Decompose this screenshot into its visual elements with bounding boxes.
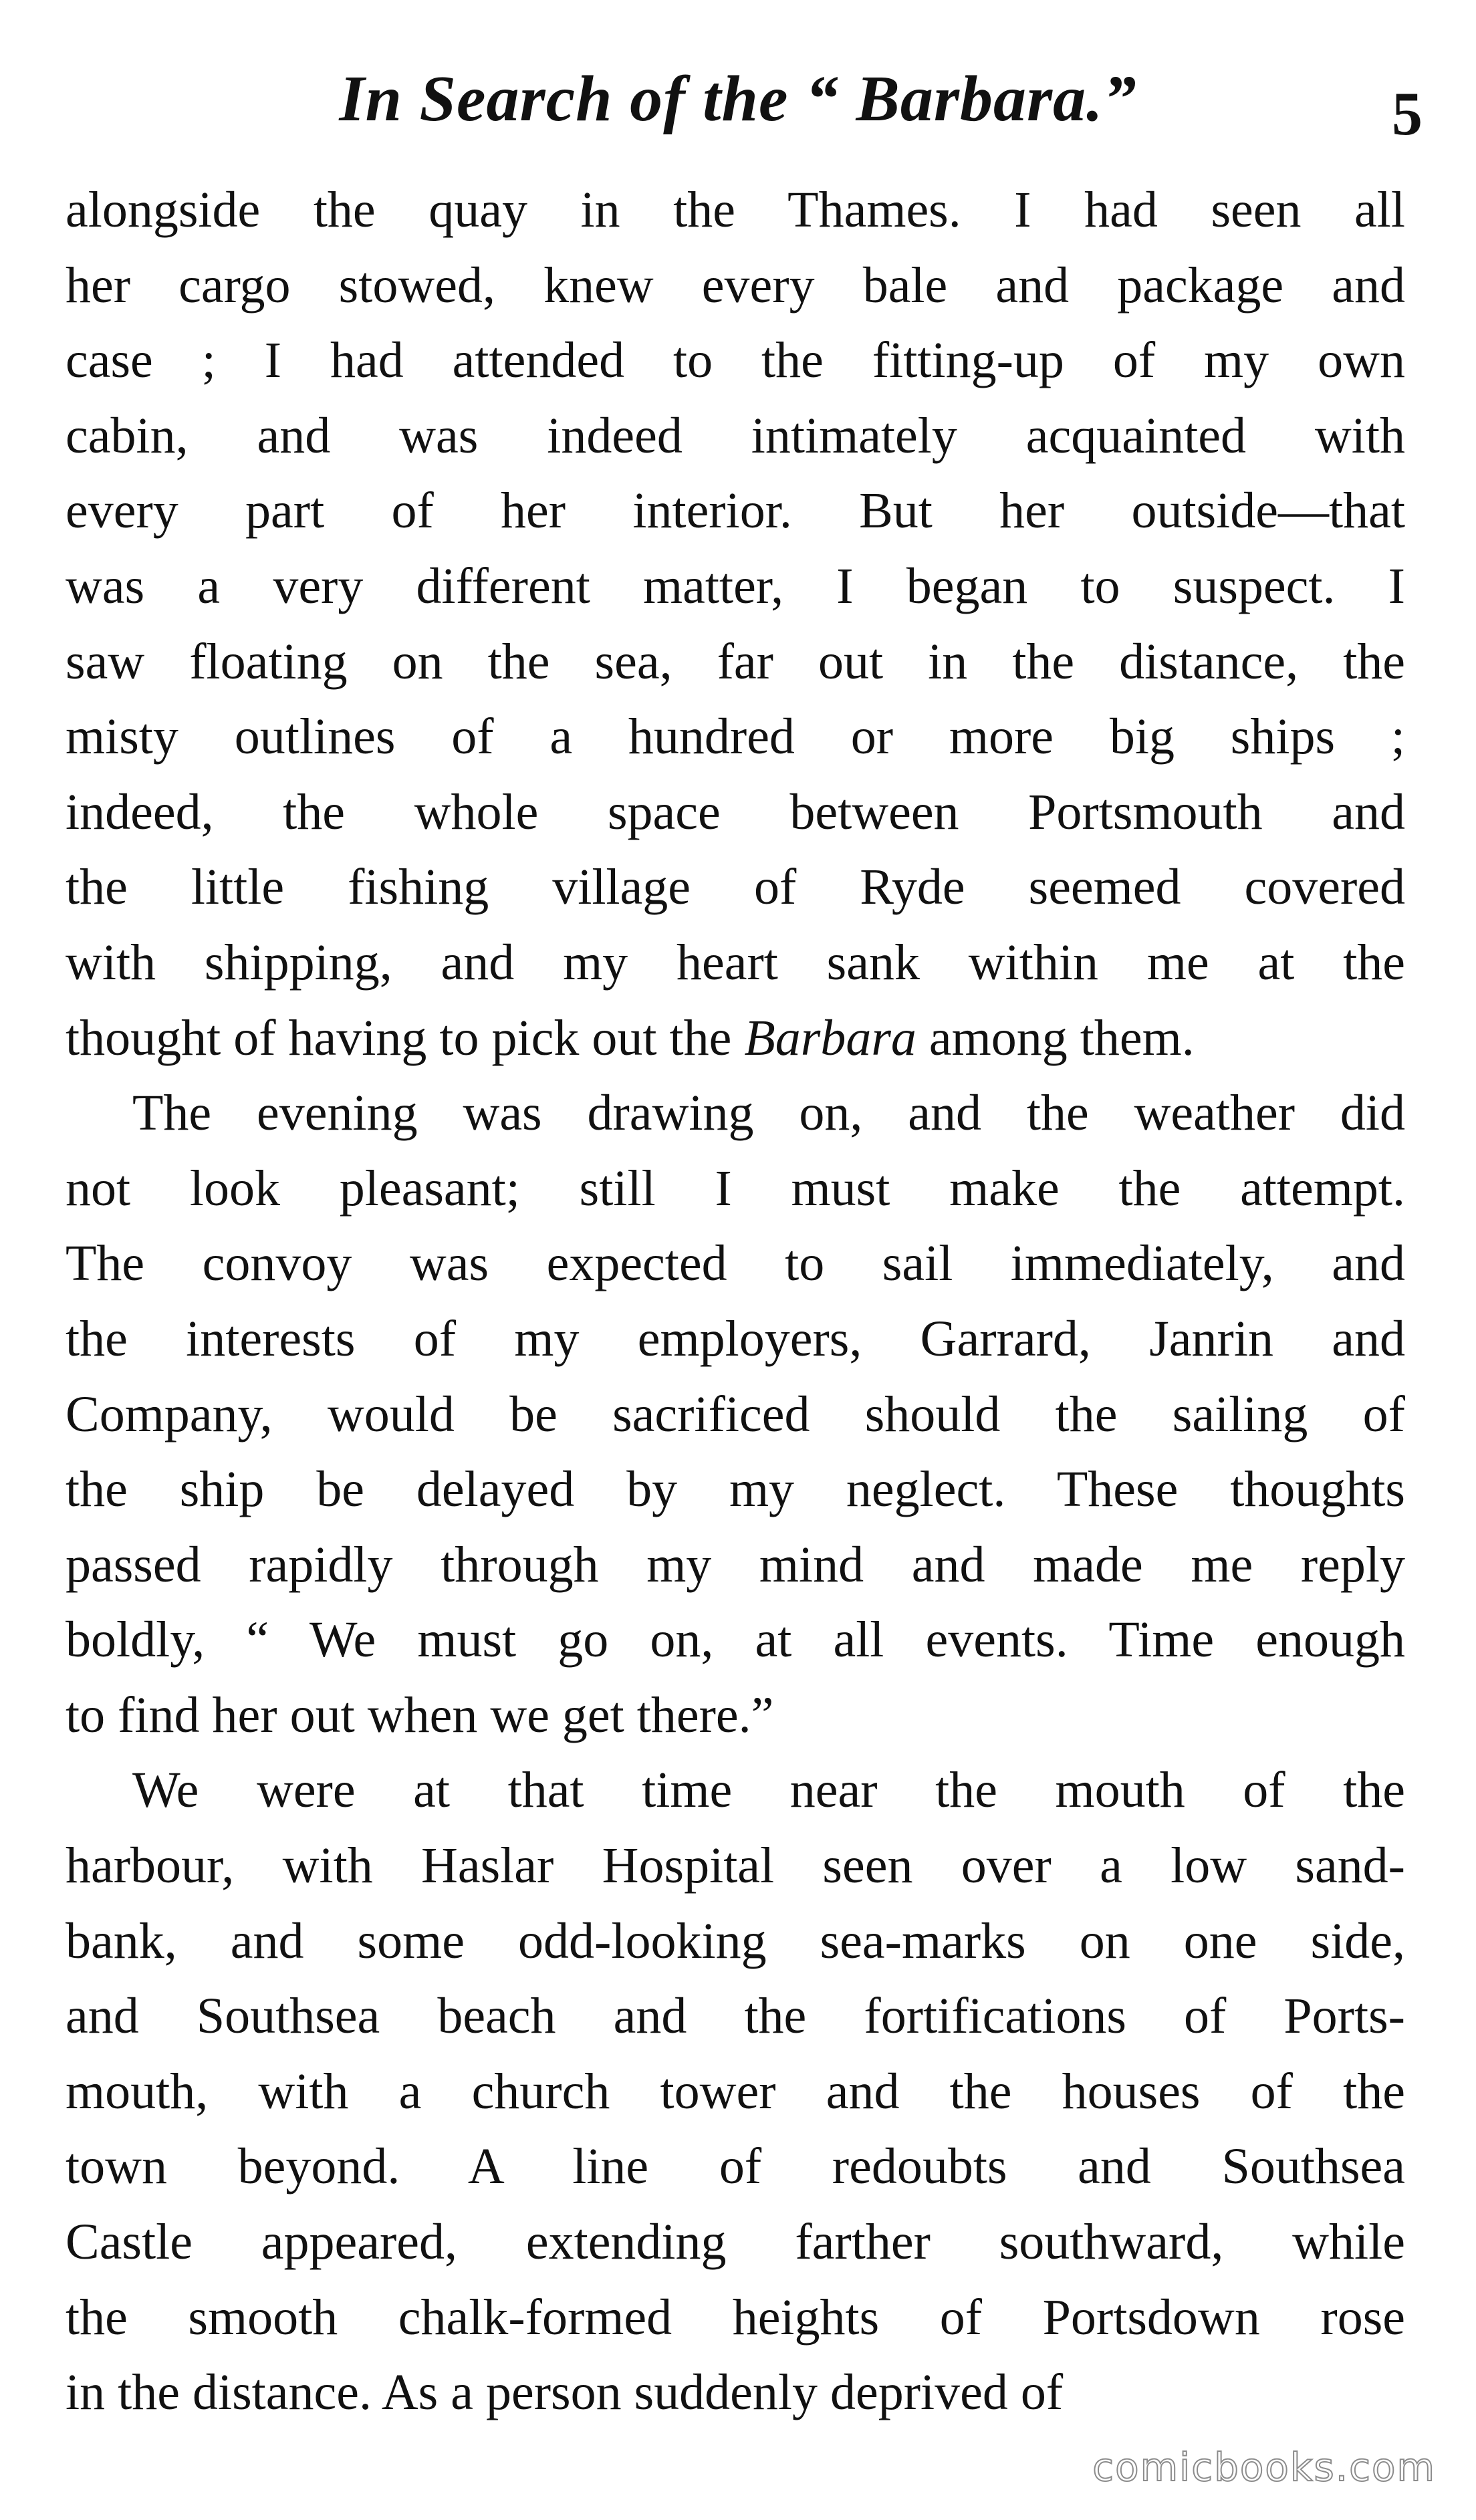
text-line [66, 1602, 1405, 1678]
text-line [66, 1151, 1405, 1227]
text-run: every part of her interior. But her outside—that [66, 483, 1405, 539]
text-line [66, 699, 1405, 775]
text-run: boldly, “ We must go on, at all events. Time enough [66, 1612, 1405, 1668]
text-run: We were at that time near the mouth of the [132, 1762, 1405, 1819]
text-run: and Southsea beach and the fortifications of Ports- [66, 1988, 1405, 2045]
running-title: In Search of the “ Barbara.” [339, 63, 1137, 135]
text-line [66, 1828, 1405, 1904]
text-run: Castle appeared, extending farther southward, while [66, 2214, 1405, 2271]
text-run: misty outlines of a hundred or more big ships ; [66, 709, 1405, 765]
text-run: thought of having to pick out the [66, 1009, 745, 1066]
text-line [66, 248, 1405, 324]
text-line [66, 323, 1405, 398]
text-line [66, 1678, 1405, 1753]
text-line [66, 775, 1405, 850]
text-line [66, 473, 1405, 549]
italic-ship-name: Barbara [744, 1009, 916, 1066]
text-run: in the distance. As a person suddenly deprived of [66, 2364, 1064, 2421]
text-line [66, 172, 1405, 248]
text-run: the little fishing village of Ryde seemed covered [66, 859, 1405, 916]
text-line [66, 1753, 1405, 1828]
running-head [0, 59, 1476, 152]
text-line [66, 2129, 1405, 2204]
text-run: saw floating on the sea, far out in the distance, the [66, 633, 1405, 690]
text-run: The convoy was expected to sail immediately, and [66, 1235, 1405, 1292]
text-line [66, 1452, 1405, 1527]
text-run: the interests of my employers, Garrard, Janrin and [66, 1310, 1405, 1367]
text-line [66, 2204, 1405, 2280]
text-run: cabin, and was indeed intimately acquainted with [66, 407, 1405, 464]
text-line [66, 1527, 1405, 1603]
text-run: among them. [916, 1009, 1195, 1066]
text-run: bank, and some odd-looking sea-marks on one side, [66, 1912, 1405, 1969]
text-line [66, 1001, 1405, 1076]
text-run: was a very different matter, I began to suspect. I [66, 557, 1405, 614]
text-run: harbour, with Haslar Hospital seen over a low sand- [66, 1838, 1405, 1894]
text-run: her cargo stowed, knew every bale and package and [66, 257, 1405, 313]
text-line [66, 2355, 1405, 2430]
text-line [66, 925, 1405, 1001]
text-run: the ship be delayed by my neglect. These thoughts [66, 1461, 1405, 1518]
text-run: passed rapidly through my mind and made me reply [66, 1536, 1405, 1593]
page-number: 5 [1392, 80, 1423, 148]
text-line [66, 1979, 1405, 2054]
text-run: town beyond. A line of redoubts and Southsea [66, 2138, 1405, 2195]
text-run: the smooth chalk-formed heights of Portsdown rose [66, 2289, 1405, 2346]
text-line [66, 2280, 1405, 2356]
text-run: alongside the quay in the Thames. I had seen all [66, 182, 1405, 238]
text-line [66, 850, 1405, 925]
text-line [66, 624, 1405, 700]
body-text [66, 172, 1405, 2430]
text-line [66, 2054, 1405, 2130]
text-run: Company, would be sacrificed should the sailing of [66, 1386, 1405, 1442]
text-run: not look pleasant; still I must make the attempt. [66, 1160, 1405, 1217]
text-run: indeed, the whole space between Portsmouth and [66, 783, 1405, 840]
text-run: mouth, with a church tower and the houses of the [66, 2063, 1405, 2120]
text-run: to find her out when we get there.” [66, 1686, 774, 1743]
text-run: case ; I had attended to the fitting-up of my own [66, 332, 1405, 389]
text-run: The evening was drawing on, and the weather did [132, 1085, 1405, 1142]
text-run: with shipping, and my heart sank within me at the [66, 934, 1405, 991]
text-line [66, 1301, 1405, 1377]
watermark-logo: comicbooks.com [1092, 2444, 1436, 2490]
text-line [66, 1076, 1405, 1151]
text-line [66, 1226, 1405, 1301]
text-line [66, 1904, 1405, 1979]
text-line [66, 1377, 1405, 1453]
text-line [66, 549, 1405, 624]
text-line [66, 398, 1405, 474]
